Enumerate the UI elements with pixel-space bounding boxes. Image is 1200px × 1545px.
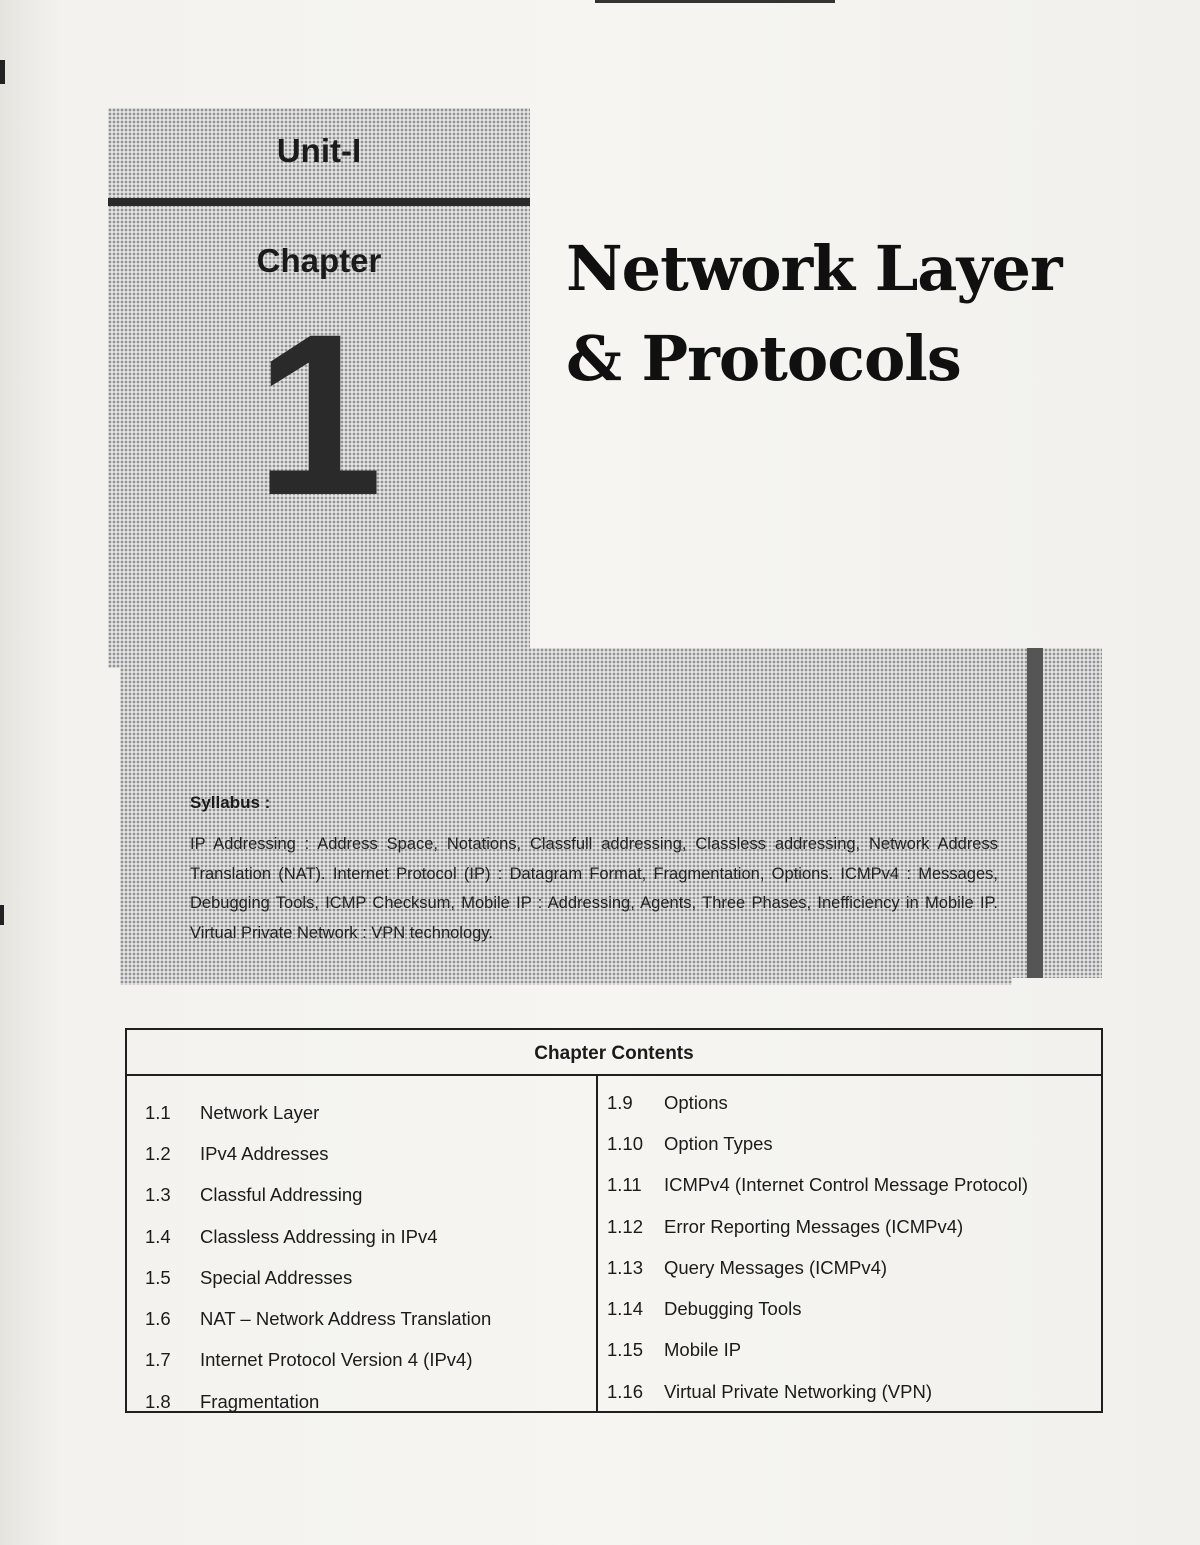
toc-item bbox=[607, 1206, 1028, 1247]
margin-mark bbox=[0, 60, 5, 84]
toc-item bbox=[607, 1288, 1028, 1329]
toc-item bbox=[145, 1092, 491, 1133]
toc-item bbox=[145, 1381, 491, 1422]
toc-number: 1.5 bbox=[145, 1266, 171, 1288]
chapter-title-line-1: Network Layer bbox=[566, 232, 1062, 305]
toc-item bbox=[145, 1298, 491, 1339]
toc-label: Classless Addressing in IPv4 bbox=[200, 1225, 438, 1247]
contents-right-column bbox=[607, 1082, 1028, 1412]
toc-number: 1.3 bbox=[145, 1184, 171, 1206]
side-bar bbox=[1012, 648, 1102, 978]
toc-number: 1.7 bbox=[145, 1349, 171, 1371]
column-divider bbox=[596, 1076, 598, 1411]
toc-item bbox=[607, 1247, 1028, 1288]
toc-item bbox=[145, 1257, 491, 1298]
side-bar-stripe bbox=[1027, 648, 1043, 978]
toc-label: Virtual Private Networking (VPN) bbox=[664, 1380, 932, 1402]
toc-label: Query Messages (ICMPv4) bbox=[664, 1256, 888, 1278]
chapter-title-line-2: & Protocols bbox=[566, 322, 961, 395]
unit-label: Unit-I bbox=[276, 132, 362, 169]
toc-number: 1.16 bbox=[607, 1380, 644, 1402]
chapter-label: Chapter bbox=[256, 242, 382, 279]
toc-number: 1.8 bbox=[145, 1390, 171, 1412]
chapter-number: 1 bbox=[255, 286, 383, 543]
toc-number: 1.11 bbox=[607, 1174, 642, 1196]
toc-number: 1.1 bbox=[145, 1101, 171, 1123]
toc-item bbox=[145, 1340, 491, 1381]
toc-number: 1.2 bbox=[145, 1142, 171, 1164]
unit-divider bbox=[108, 198, 530, 206]
toc-label: Debugging Tools bbox=[664, 1298, 802, 1320]
toc-number: 1.12 bbox=[607, 1215, 644, 1237]
margin-mark bbox=[0, 905, 4, 925]
toc-item bbox=[145, 1175, 491, 1216]
toc-number: 1.13 bbox=[607, 1256, 644, 1278]
toc-number: 1.4 bbox=[145, 1225, 171, 1247]
toc-number: 1.9 bbox=[607, 1091, 633, 1113]
toc-label: Error Reporting Messages (ICMPv4) bbox=[664, 1215, 964, 1237]
toc-item bbox=[145, 1216, 491, 1257]
toc-label: Internet Protocol Version 4 (IPv4) bbox=[200, 1349, 473, 1371]
toc-label: Option Types bbox=[664, 1132, 773, 1154]
toc-label: Mobile IP bbox=[664, 1339, 742, 1361]
toc-item bbox=[607, 1123, 1028, 1164]
toc-item bbox=[607, 1165, 1028, 1206]
toc-label: Options bbox=[664, 1091, 728, 1113]
toc-label: IPv4 Addresses bbox=[200, 1142, 329, 1164]
toc-item bbox=[607, 1330, 1028, 1371]
toc-label: NAT – Network Address Translation bbox=[200, 1308, 492, 1330]
toc-label: Fragmentation bbox=[200, 1390, 320, 1412]
chapter-contents-table bbox=[125, 1028, 1103, 1413]
toc-label: Classful Addressing bbox=[200, 1184, 363, 1206]
toc-item bbox=[607, 1082, 1028, 1123]
toc-number: 1.6 bbox=[145, 1308, 171, 1330]
toc-label: Special Addresses bbox=[200, 1266, 353, 1288]
toc-number: 1.10 bbox=[607, 1132, 644, 1154]
toc-item bbox=[145, 1133, 491, 1174]
toc-number: 1.14 bbox=[607, 1298, 644, 1320]
syllabus-heading: Syllabus : bbox=[190, 793, 271, 812]
page-edge-mark bbox=[595, 0, 835, 3]
toc-label: Network Layer bbox=[200, 1101, 320, 1123]
syllabus-text: IP Addressing : Address Space, Notations, Classfull addressing, Classless addressing, Network Address Translation (NAT). Internet Protocol (IP) : Datagram Format, Fragmentation, Options. ICMPv4 : Messages, Debugging Tools, ICMP Checksum, Mobile IP : Addressing, Agents, Three Phases, Inefficiency in Mobile IP. Virtual Private Network : VPN technology. bbox=[190, 835, 998, 942]
toc-label: ICMPv4 (Internet Control Message Protocol) bbox=[664, 1174, 1028, 1196]
contents-title: Chapter Contents bbox=[127, 1030, 1101, 1076]
toc-item bbox=[607, 1371, 1028, 1412]
contents-left-column bbox=[145, 1092, 491, 1422]
toc-number: 1.15 bbox=[607, 1339, 644, 1361]
